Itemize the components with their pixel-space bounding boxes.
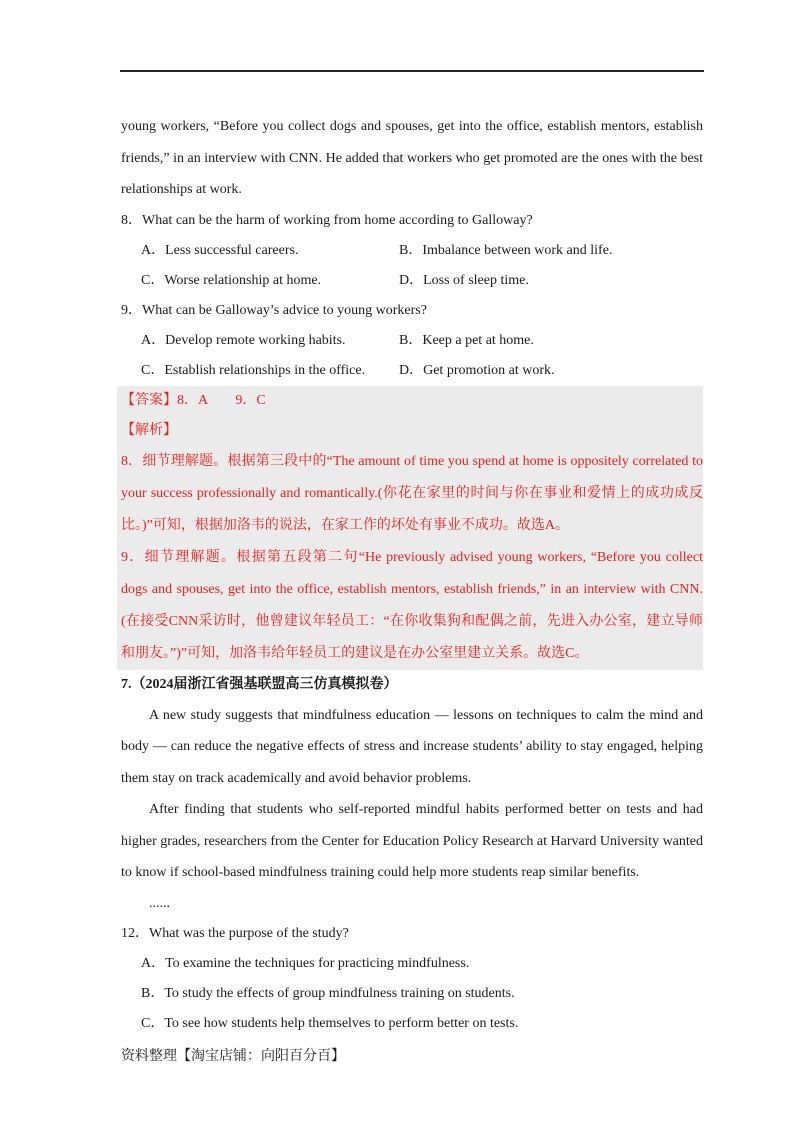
- option-9a[interactable]: A．Develop remote working habits.: [141, 332, 346, 348]
- option-8d[interactable]: D．Loss of sleep time.: [399, 272, 529, 288]
- option-8b[interactable]: B．Imbalance between work and life.: [399, 242, 613, 258]
- question-8-options-row-2: [121, 266, 703, 296]
- answer-line: [121, 386, 703, 416]
- section-7-para-2: After finding that students who self-reported mindful habits performed better on tests and had higher grades, researchers from the Center for Education Policy Research at Harvard University wanted to know if school-based mindfulness training could help more students reap similar benefits.: [121, 802, 703, 880]
- option-8c[interactable]: C．Worse relationship at home.: [141, 272, 322, 288]
- question-12-stem: 12．What was the purpose of the study?: [121, 925, 349, 941]
- analysis-label: 【解析】: [121, 422, 177, 438]
- question-9-options-row-2: [121, 356, 703, 386]
- answer-label: 【答案】: [121, 392, 177, 408]
- ellipsis: ......: [149, 895, 170, 911]
- analysis-item-9: 9．细节理解题。根据第五段第二句“He previously advised young workers, “Before you collect dogs and spouses, get into the office, establish mentors, establish friends,” in an interview with CNN. (在接受CNN采访时，他曾建议年轻员工：“在你收集狗和配偶之前，先进入办公室，建立导师和朋友。”)”可知，加洛韦给年轻员工的建议是在办公室里建立关系。故选C。: [121, 549, 703, 661]
- question-8-options-row-1: [121, 236, 703, 266]
- question-8: [121, 206, 703, 296]
- section-7-heading: 7.（2024届浙江省强基联盟高三仿真模拟卷）: [121, 676, 398, 692]
- option-9b[interactable]: B．Keep a pet at home.: [399, 332, 534, 348]
- question-9: [121, 296, 703, 386]
- document-body: [121, 111, 703, 1039]
- passage-continued: young workers, “Before you collect dogs and spouses, get into the office, establish mentors, establish friends,” in an interview with CNN. He added that workers who get promoted are the ones with the best relationships at work.: [121, 119, 703, 197]
- option-9c[interactable]: C．Establish relationships in the office.: [141, 362, 366, 378]
- page-footer: 资料整理【淘宝店铺：向阳百分百】: [121, 1049, 345, 1064]
- question-12: [121, 919, 703, 1039]
- option-12c[interactable]: C．To see how students help themselves to perform better on tests.: [141, 1015, 519, 1031]
- question-9-stem: 9．What can be Galloway’s advice to young workers?: [121, 302, 427, 318]
- section-7-para-1: A new study suggests that mindfulness education — lessons on techniques to calm the mind and body — can reduce the negative effects of stress and increase students’ ability to stay engaged, helping them stay on track academically and avoid behavior problems.: [121, 707, 703, 786]
- answer-analysis-box: [117, 386, 703, 670]
- option-12b[interactable]: B．To study the effects of group mindfulness training on students.: [141, 985, 515, 1001]
- option-8a[interactable]: A．Less successful careers.: [141, 242, 299, 258]
- question-9-options-row-1: [121, 326, 703, 356]
- answer-text: 8．A 9．C: [177, 392, 266, 408]
- option-12a[interactable]: A．To examine the techniques for practicing mindfulness.: [141, 955, 470, 971]
- header-rule: [120, 70, 704, 72]
- option-9d[interactable]: D．Get promotion at work.: [399, 362, 555, 378]
- analysis-item-8: 8．细节理解题。根据第三段中的“The amount of time you spend at home is oppositely correlated to your success professionally and romantically.(你花在家里的时间与你在事业和爱情上的成功成反比。)”可知，根据加洛韦的说法，在家工作的坏处有事业不成功。故选A。: [121, 453, 703, 533]
- question-8-stem: 8．What can be the harm of working from home according to Galloway?: [121, 212, 533, 228]
